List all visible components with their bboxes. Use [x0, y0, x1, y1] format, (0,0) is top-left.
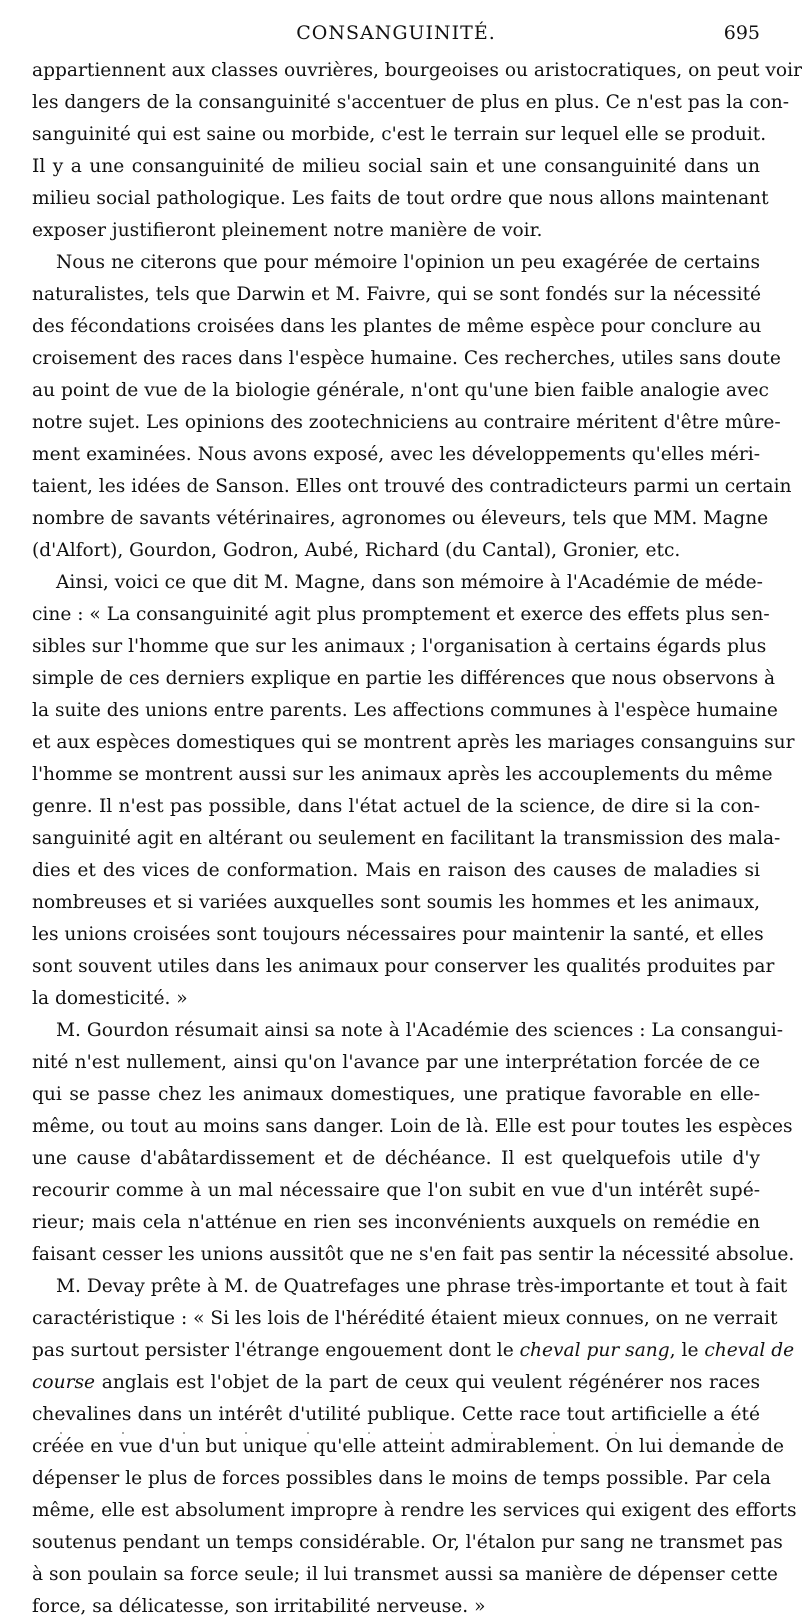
text-line: M. Gourdon résumait ainsi sa note à l'Académie des sciences : La consangui-	[56, 1020, 784, 1041]
speck	[183, 1432, 185, 1434]
text-line: simple de ces derniers explique en partie les différences que nous observons à	[32, 668, 776, 689]
text-run: , le	[669, 1340, 705, 1361]
paragraph-5	[32, 1271, 797, 1623]
text-line: même, ou tout au moins sans danger. Loin de là. Elle est pour toutes les espèces	[32, 1116, 793, 1137]
italic-term: course	[32, 1372, 96, 1393]
text-run: anglais est l'objet de la part de ceux qui veulent régénérer nos races	[95, 1372, 760, 1393]
text-line: créée en vue d'un but unique qu'elle atteint admirablement. On lui demande de	[32, 1436, 784, 1457]
speck	[122, 1432, 124, 1434]
text-line: Il y a une consanguinité de milieu social sain et une consanguinité dans un	[32, 156, 760, 177]
text-line: soutenus pendant un temps considérable. Or, l'étalon pur sang ne transmet pas	[32, 1532, 783, 1553]
text-line: milieu social pathologique. Les faits de tout ordre que nous allons maintenant	[32, 188, 769, 209]
speck	[60, 1432, 62, 1434]
text-line: dies et des vices de conformation. Mais en raison des causes de maladies si	[32, 860, 760, 881]
speck	[491, 1432, 493, 1434]
speck	[368, 1432, 370, 1434]
text-line: même, elle est absolument impropre à rendre les services qui exigent des efforts	[32, 1500, 797, 1521]
text-line: chevalines dans un intérêt d'utilité publique. Cette race tout artificielle a été	[32, 1404, 760, 1425]
text-line: nombreuses et si variées auxquelles sont soumis les hommes et les animaux,	[32, 892, 760, 913]
text-line: à son poulain sa force seule; il lui transmet aussi sa manière de dépenser cette	[32, 1564, 778, 1585]
text-line: nombre de savants vétérinaires, agronomes ou éleveurs, tels que MM. Magne	[32, 508, 769, 529]
text-line: exposer justifieront pleinement notre manière de voir.	[32, 220, 543, 241]
speck	[615, 1432, 617, 1434]
italic-term: cheval de	[704, 1340, 795, 1361]
text-line: notre sujet. Les opinions des zootechniciens au contraire méritent d'être mûre-	[32, 412, 781, 433]
text-line: la suite des unions entre parents. Les affections communes à l'espèce humaine	[32, 700, 778, 721]
text-line-with-italics	[32, 1335, 795, 1367]
speck	[676, 1432, 678, 1434]
paragraph-4	[32, 1015, 795, 1271]
text-line: appartiennent aux classes ouvrières, bourgeoises ou aristocratiques, on peut voir	[32, 60, 802, 81]
running-title: CONSANGUINITÉ.	[296, 22, 496, 44]
text-line: (d'Alfort), Gourdon, Godron, Aubé, Richard (du Cantal), Gronier, etc.	[32, 540, 681, 561]
text-line: les dangers de la consanguinité s'accentuer de plus en plus. Ce n'est pas la con-	[32, 92, 790, 113]
text-line: genre. Il n'est pas possible, dans l'état actuel de la science, de dire si la con-	[32, 796, 760, 817]
text-line: rieur; mais cela n'atténue en rien ses inconvénients auxquels on remédie en	[32, 1212, 760, 1233]
text-line: dépenser le plus de forces possibles dans le moins de temps possible. Par cela	[32, 1468, 771, 1489]
paragraph-2	[32, 247, 792, 567]
body-text	[32, 55, 802, 1623]
text-line-with-italics	[32, 1367, 760, 1399]
speck	[553, 1432, 555, 1434]
page-number: 695	[723, 22, 760, 44]
text-line: caractéristique : « Si les lois de l'hérédité étaient mieux connues, on ne verrait	[32, 1308, 778, 1329]
text-line: sont souvent utiles dans les animaux pour conserver les qualités produites par	[32, 956, 775, 977]
speck	[307, 1432, 309, 1434]
text-line: ment examinées. Nous avons exposé, avec les développements qu'elles méri-	[32, 444, 760, 465]
speck	[245, 1432, 247, 1434]
text-line: Nous ne citerons que pour mémoire l'opinion un peu exagérée de certains	[56, 252, 760, 273]
text-line: M. Devay prête à M. de Quatrefages une phrase très-importante et tout à fait	[56, 1276, 788, 1297]
text-line: recourir comme à un mal nécessaire que l'on subit en vue d'un intérêt supé-	[32, 1180, 760, 1201]
text-line: faisant cesser les unions aussitôt que ne s'en fait pas sentir la nécessité absolue.	[32, 1244, 795, 1265]
text-line: sibles sur l'homme que sur les animaux ; l'organisation à certains égards plus	[32, 636, 767, 657]
speck	[430, 1432, 432, 1434]
text-line: cine : « La consanguinité agit plus promptement et exerce des effets plus sen-	[32, 604, 770, 625]
text-line: qui se passe chez les animaux domestiques, une pratique favorable en elle-	[32, 1084, 760, 1105]
paragraph-3	[32, 567, 795, 1015]
text-line: croisement des races dans l'espèce humaine. Ces recherches, utiles sans doute	[32, 348, 781, 369]
text-line: et aux espèces domestiques qui se montrent après les mariages consanguins sur	[32, 732, 795, 753]
text-line: la domesticité. »	[32, 988, 188, 1009]
text-line: Ainsi, voici ce que dit M. Magne, dans son mémoire à l'Académie de méde-	[56, 572, 763, 593]
text-line: sanguinité agit en altérant ou seulement en facilitant la transmission des mala-	[32, 828, 781, 849]
print-specks	[60, 1432, 740, 1436]
text-line: une cause d'abâtardissement et de déchéance. Il est quelquefois utile d'y	[32, 1148, 760, 1169]
text-line: naturalistes, tels que Darwin et M. Faivre, qui se sont fondés sur la nécessité	[32, 284, 762, 305]
text-line: taient, les idées de Sanson. Elles ont trouvé des contradicteurs parmi un certain	[32, 476, 792, 497]
text-line: sanguinité qui est saine ou morbide, c'est le terrain sur lequel elle se produit.	[32, 124, 767, 145]
text-run: pas surtout persister l'étrange engouement dont le	[32, 1340, 520, 1361]
text-line: l'homme se montrent aussi sur les animaux après les accouplements du même	[32, 764, 773, 785]
text-line: nité n'est nullement, ainsi qu'on l'avance par une interprétation forcée de ce	[32, 1052, 760, 1073]
speck	[738, 1432, 740, 1434]
text-line: force, sa délicatesse, son irritabilité nerveuse. »	[32, 1596, 486, 1617]
running-head	[32, 22, 760, 50]
italic-term: cheval pur sang	[519, 1340, 670, 1361]
text-line: des fécondations croisées dans les plantes de même espèce pour conclure au	[32, 316, 762, 337]
paragraph-1	[32, 55, 802, 247]
text-line: les unions croisées sont toujours nécessaires pour maintenir la santé, et elles	[32, 924, 764, 945]
text-line: au point de vue de la biologie générale, n'ont qu'une bien faible analogie avec	[32, 380, 769, 401]
